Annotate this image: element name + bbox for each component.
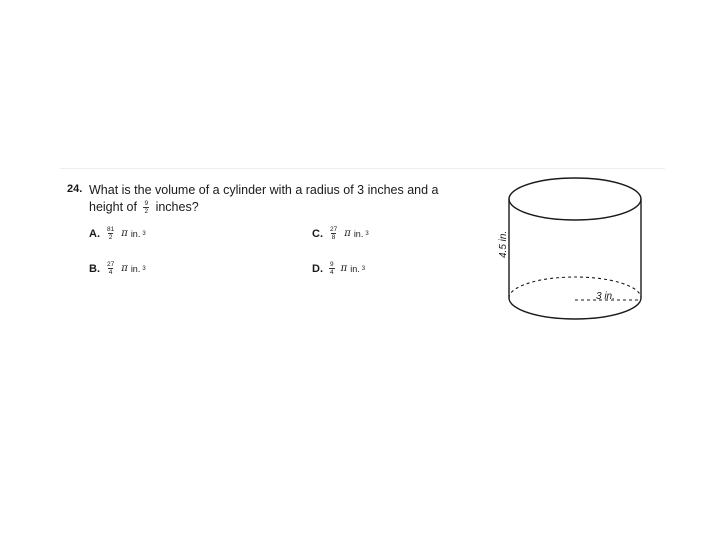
choice-letter: D. (312, 262, 323, 275)
choice-fraction (329, 261, 335, 276)
question-line-2-start: height of (89, 200, 137, 214)
choice-unit: in. (353, 228, 364, 239)
choice-exponent: 3 (365, 230, 369, 237)
height-fraction (143, 200, 149, 215)
choice-numerator: 27 (330, 226, 338, 233)
choice-fraction (106, 261, 115, 276)
choice-d[interactable] (312, 261, 365, 276)
choice-letter: A. (89, 227, 100, 240)
choice-fraction (106, 226, 115, 241)
choice-unit: in. (350, 263, 360, 274)
choice-a[interactable] (89, 226, 146, 241)
choice-exponent: 3 (142, 230, 146, 237)
choice-letter: C. (312, 227, 323, 240)
choice-denominator: 4 (108, 269, 113, 276)
choice-denominator: 4 (330, 269, 334, 276)
height-fraction-numerator: 9 (144, 200, 149, 208)
question-text (89, 182, 459, 216)
cylinder-bottom-front-arc (509, 298, 641, 319)
choice-unit: in. (130, 263, 141, 274)
choice-denominator: 2 (108, 234, 113, 241)
radius-label: 3 in. (596, 291, 615, 302)
choice-numerator: 27 (107, 261, 115, 268)
choice-numerator: 9 (330, 261, 334, 268)
question-line-2 (89, 199, 459, 216)
choice-exponent: 3 (361, 265, 366, 272)
cylinder-figure (495, 168, 655, 328)
cylinder-bottom-back-arc (509, 277, 641, 298)
question-line-2-end: inches? (155, 200, 199, 214)
choice-numerator: 81 (107, 226, 115, 233)
choice-unit: in. (130, 228, 141, 239)
choice-exponent: 3 (142, 265, 146, 272)
height-fraction-denominator: 2 (144, 208, 149, 216)
pi-symbol: π (121, 228, 128, 239)
height-label: 4.5 in. (498, 230, 509, 258)
pi-symbol: π (344, 228, 351, 239)
choice-c[interactable] (312, 226, 369, 241)
choice-letter: B. (89, 262, 100, 275)
choice-denominator: 8 (331, 234, 336, 241)
pi-symbol: π (121, 263, 128, 274)
pi-symbol: π (340, 263, 348, 274)
choice-fraction (329, 226, 338, 241)
question-number: 24. (67, 183, 83, 195)
cylinder-top-ellipse (509, 178, 641, 220)
question-line-1: What is the volume of a cylinder with a radius of 3 inches and a (89, 183, 439, 197)
choice-b[interactable] (89, 261, 146, 276)
